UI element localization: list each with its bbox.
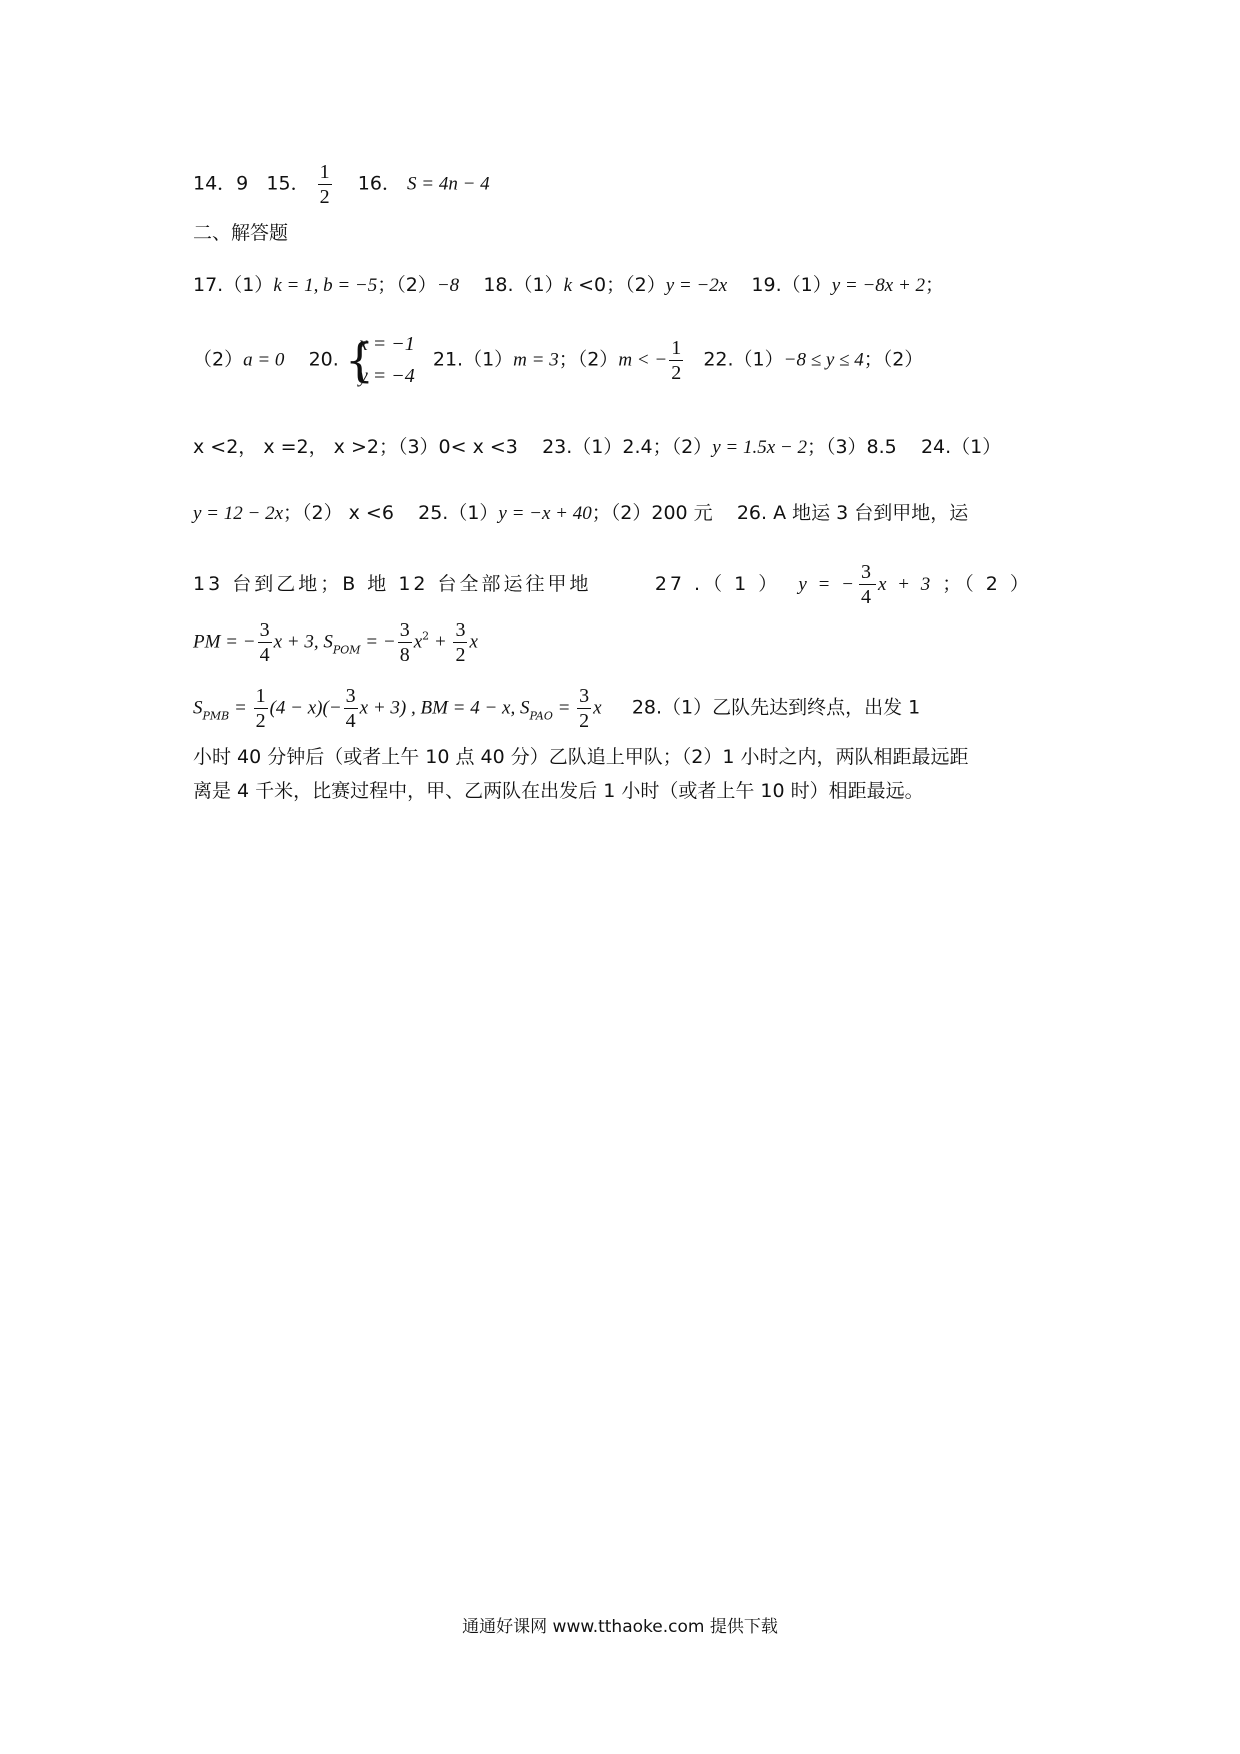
fraction: $\frac{3}{8}$	[399, 619, 410, 666]
fraction: $\frac{3}{2}$	[455, 619, 466, 666]
math-expression: S = 4n − 4	[407, 173, 490, 195]
answer-15-label: 15．	[266, 172, 310, 195]
answer-line-28-end: 离是 4 千米，比赛过程中，甲、乙两队在出发后 1 小时（或者上午 10 时）相距最远。	[193, 780, 924, 802]
fraction: $\frac{3}{4}$	[259, 619, 270, 666]
footer-text: 通通好课网 www.tthaoke.com 提供下载	[462, 1617, 778, 1637]
answer-line-19-22: （2）a = 0 20. { x = −1 y = −4 21.（1）m = 3；（2）m < − $\frac{1}{2}$ 22.（1）−8 ≤ y ≤ 4；（2）	[193, 328, 923, 392]
answer-line-27-28: $S_{PMB}$ = $\frac{1}{2}$ (4 − x)(− $\frac{3}{4}$ x + 3) , BM = 4 − x, $S_{PAO}$ = $\frac{3}{2}$ x 28.（1）乙队先达到终点，出发 1	[193, 685, 921, 732]
fraction: $\frac{1}{2}$	[319, 161, 330, 208]
fraction: $\frac{3}{2}$	[579, 685, 590, 732]
equation-system: { x = −1 y = −4	[344, 333, 415, 387]
answer-line-27-formulas: PM = − $\frac{3}{4}$ x + 3, $S_{POM}$ = − $\frac{3}{8}$ $x^2$ + $\frac{3}{2}$ x	[193, 619, 478, 666]
math-expression: k = 1, b = −5	[273, 275, 378, 296]
answer-16-label: 16．	[357, 172, 401, 195]
answer-line-28-cont: 小时 40 分钟后（或者上午 10 点 40 分）乙队追上甲队；（2）1 小时之内，两队相距最远距	[193, 746, 969, 768]
answer-14: 14．9	[193, 172, 249, 195]
answer-line-22-24: x <2， x =2， x >2；（3）0< x <3 23.（1）2.4；（2）y = 1.5x − 2；（3）8.5 24.（1）	[193, 436, 1002, 458]
section-title: 二、解答题	[193, 222, 289, 244]
answer-line-14-16	[193, 160, 490, 209]
answer-line-24-26: y = 12 − 2x；（2） x <6 25.（1）y = −x + 40；（2）200 元 26. A 地运 3 台到甲地，运	[193, 502, 969, 524]
fraction: $\frac{3}{4}$	[860, 561, 874, 608]
answer-line-17-19: 17.（1）k = 1, b = −5；（2）−8 18.（1）k <0；（2）y = −2x 19.（1）y = −8x + 2；	[193, 274, 945, 296]
fraction: $\frac{3}{4}$	[345, 685, 356, 732]
fraction: $\frac{1}{2}$	[671, 336, 682, 384]
answer-line-26-27: 13 台到乙地；B 地 12 台全部运往甲地 27 .（ 1 ） y = − $\frac{3}{4}$ x + 3 ；（ 2 ）	[193, 561, 1032, 608]
fraction: $\frac{1}{2}$	[255, 685, 266, 732]
